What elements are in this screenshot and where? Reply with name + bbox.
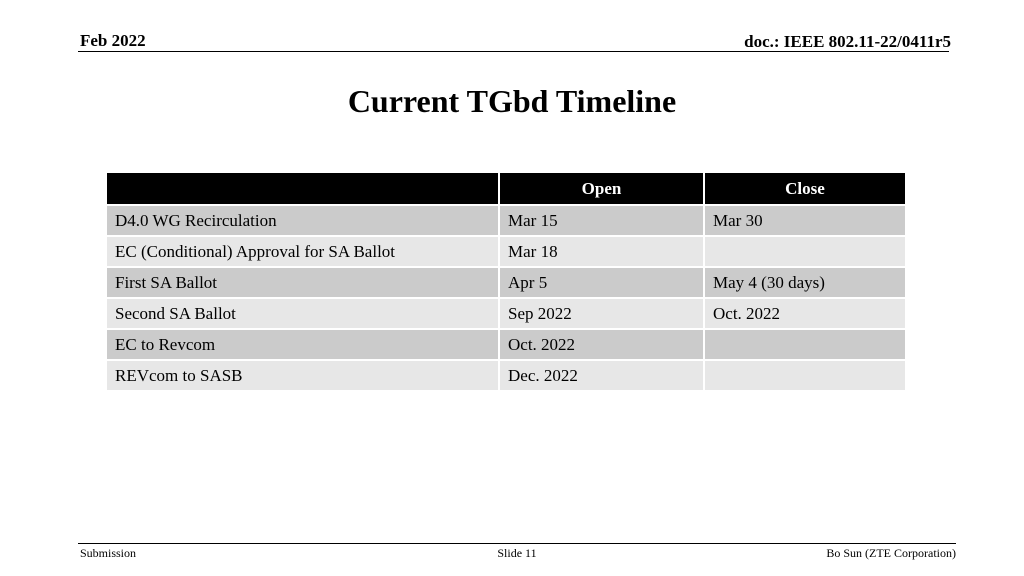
cell-item: EC (Conditional) Approval for SA Ballot — [107, 236, 499, 267]
table-row — [107, 298, 905, 329]
cell-item: Second SA Ballot — [107, 298, 499, 329]
footer-author: Bo Sun (ZTE Corporation) — [826, 546, 956, 560]
footer-divider — [78, 543, 956, 544]
table-row — [107, 205, 905, 236]
table-row — [107, 267, 905, 298]
header-divider — [78, 51, 949, 52]
cell-item: EC to Revcom — [107, 329, 499, 360]
table-row — [107, 360, 905, 391]
cell-open: Mar 18 — [499, 236, 704, 267]
timeline-table — [107, 173, 905, 392]
cell-item: First SA Ballot — [107, 267, 499, 298]
cell-open: Mar 15 — [499, 205, 704, 236]
cell-open: Sep 2022 — [499, 298, 704, 329]
cell-close — [704, 329, 905, 360]
table-header-row — [107, 173, 905, 205]
slide-title: Current TGbd Timeline — [347, 83, 677, 119]
column-header-close: Close — [704, 173, 905, 205]
cell-close: Oct. 2022 — [704, 298, 905, 329]
table-row — [107, 329, 905, 360]
column-header-item — [107, 173, 499, 205]
footer-submission: Submission — [80, 546, 137, 560]
footer-slide-number: Slide 11 — [497, 546, 537, 560]
cell-open: Oct. 2022 — [499, 329, 704, 360]
cell-item: REVcom to SASB — [107, 360, 499, 391]
column-header-open: Open — [499, 173, 704, 205]
cell-open: Apr 5 — [499, 267, 704, 298]
header-doc-id: doc.: IEEE 802.11-22/0411r5 — [744, 32, 951, 51]
table-row — [107, 236, 905, 267]
cell-close — [704, 236, 905, 267]
header-date: Feb 2022 — [80, 31, 146, 50]
cell-item: D4.0 WG Recirculation — [107, 205, 499, 236]
cell-close: Mar 30 — [704, 205, 905, 236]
cell-close — [704, 360, 905, 391]
cell-close: May 4 (30 days) — [704, 267, 905, 298]
cell-open: Dec. 2022 — [499, 360, 704, 391]
